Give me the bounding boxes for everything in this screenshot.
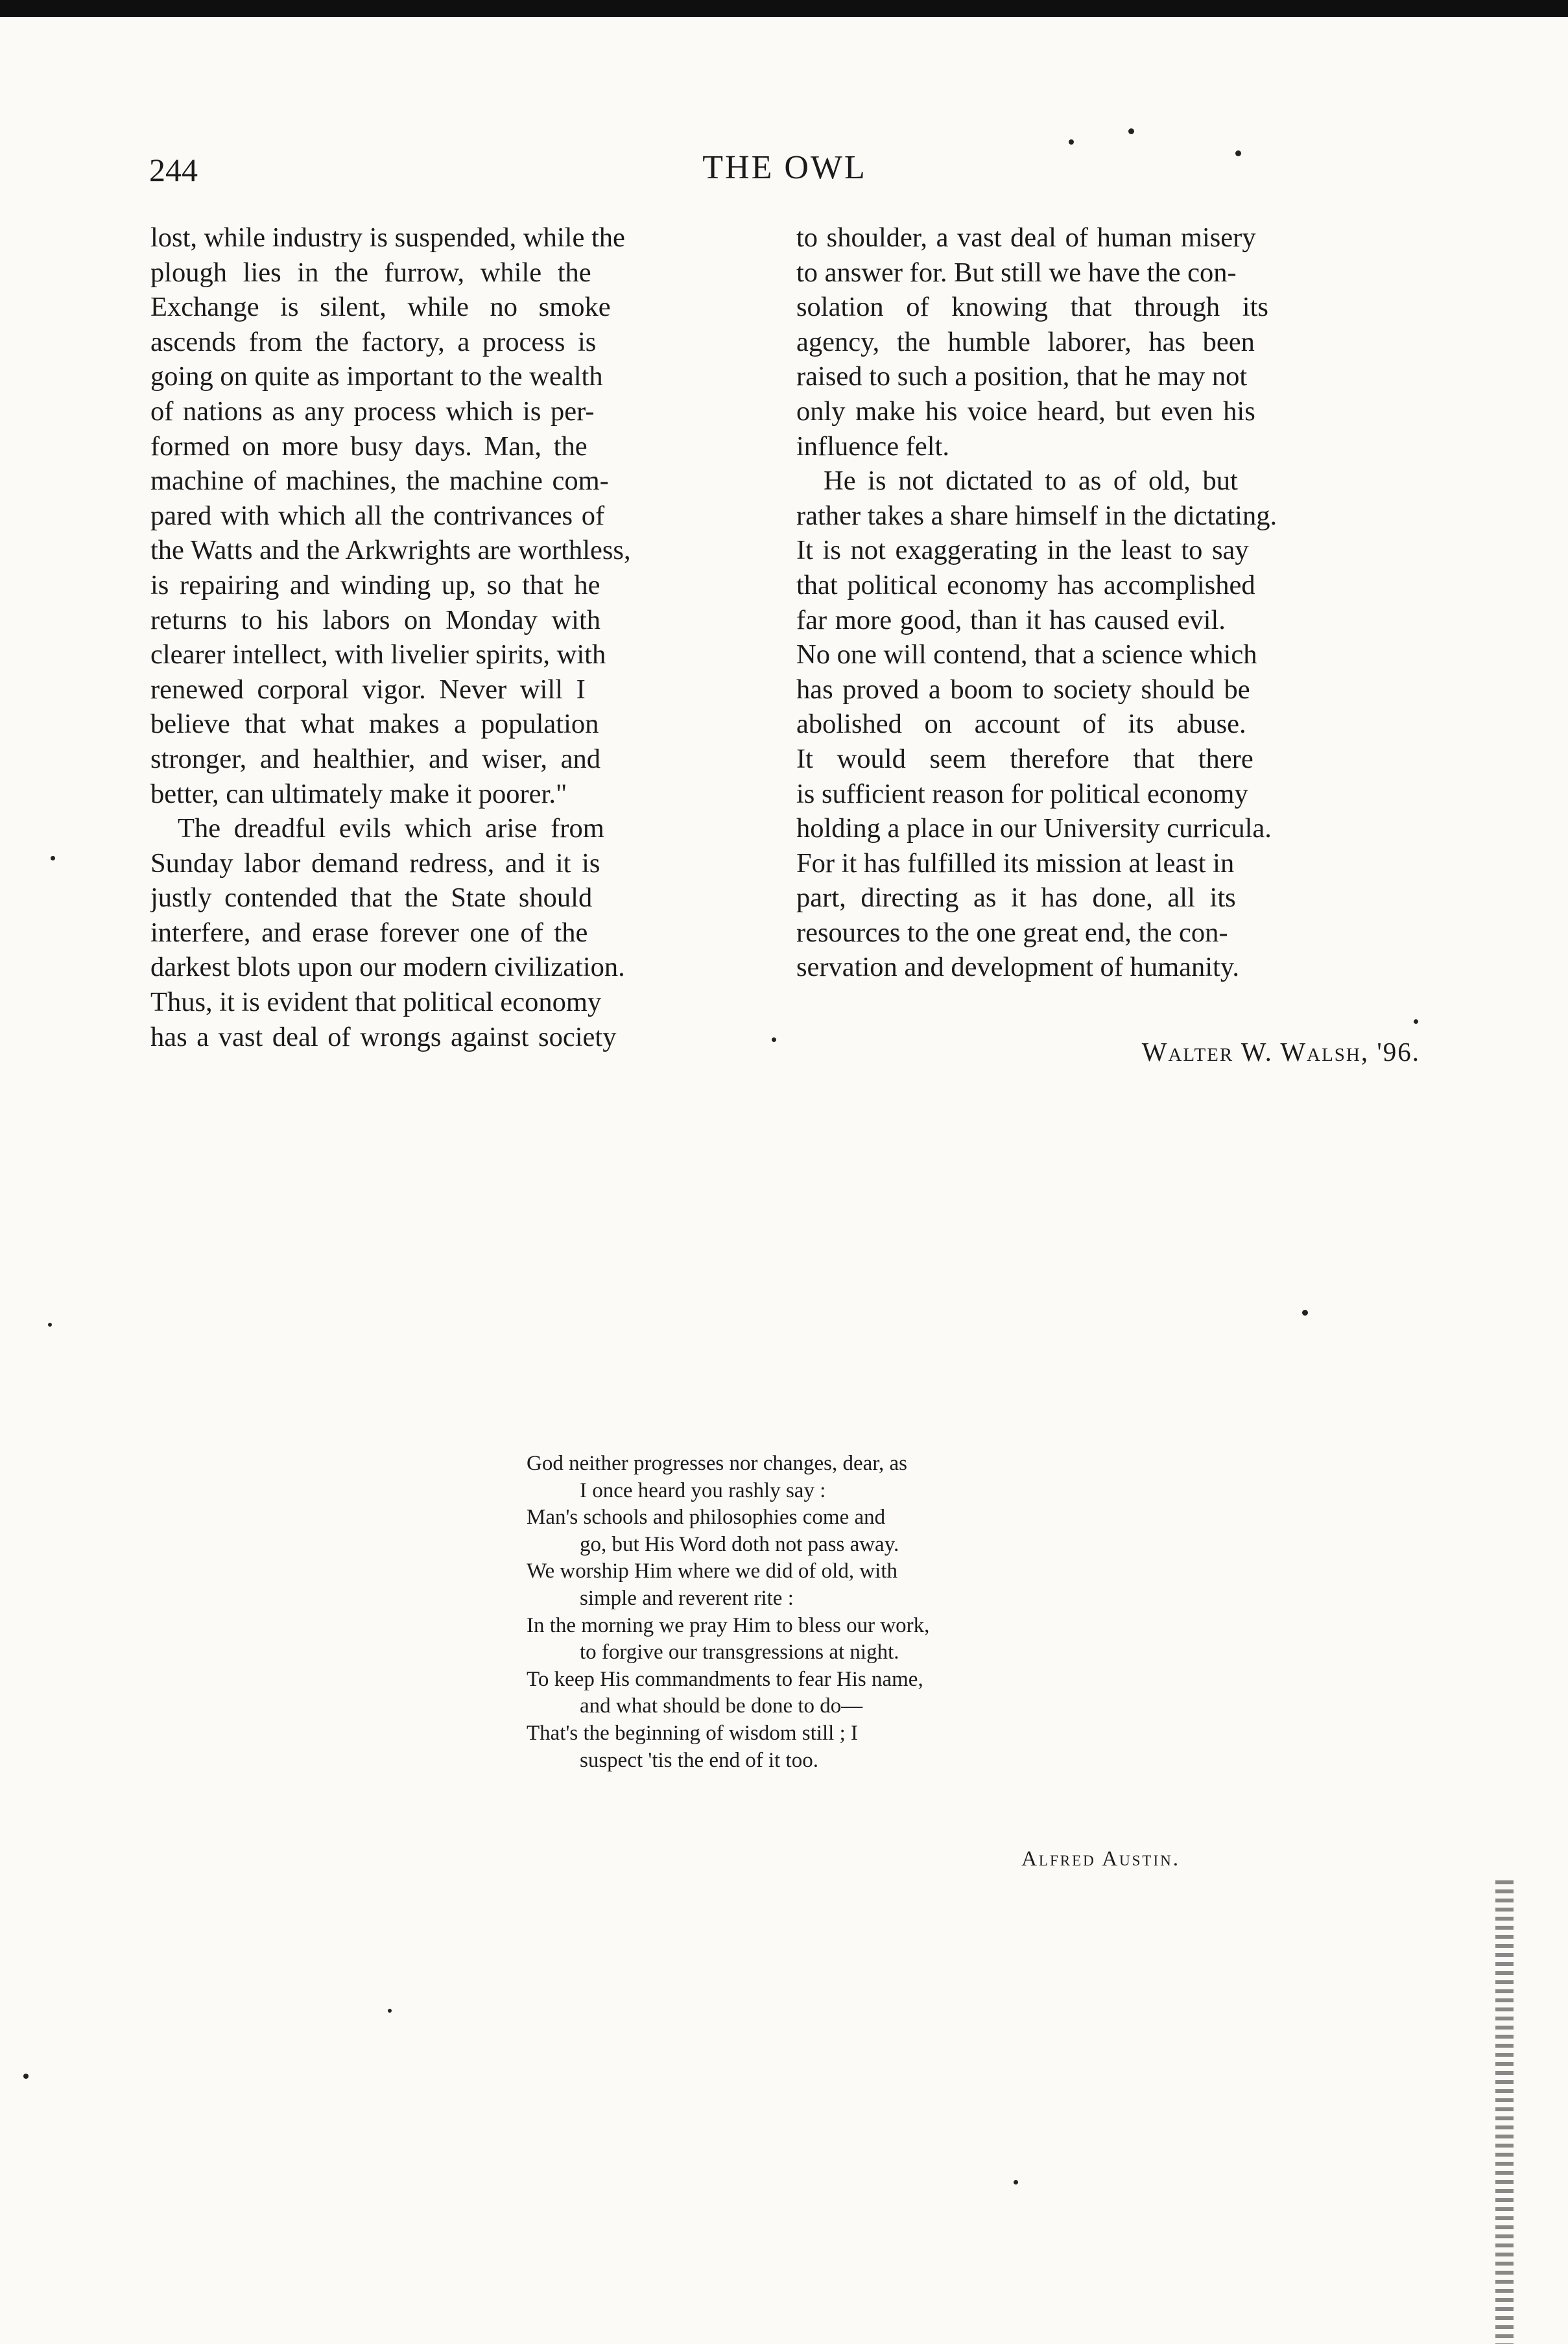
poem-line: In the morning we pray Him to bless our work, (527, 1613, 930, 1637)
text-line: resources to the one great end, the con- (796, 917, 1228, 948)
text-line: It is not exaggerating in the least to say (796, 535, 1249, 566)
text-line: Exchange is silent, while no smoke (150, 292, 611, 323)
text-line: For it has fulfilled its mission at least in (796, 847, 1235, 879)
article-left-column (150, 220, 754, 1054)
article-signature: Walter W. Walsh, '96. (1141, 1037, 1420, 1067)
text-line: agency, the humble laborer, has been (796, 326, 1255, 357)
poem-line: and what should be done to do— (580, 1694, 863, 1718)
text-line: interfere, and erase forever one of the (150, 917, 588, 948)
poem-author: Alfred Austin. (1021, 1847, 1180, 1871)
poem-line: Man's schools and philosophies come and (527, 1506, 886, 1530)
text-line: holding a place in our University curricula. (796, 813, 1272, 844)
text-line: has a vast deal of wrongs against society (150, 1021, 617, 1052)
text-line: renewed corporal vigor. Never will I (150, 674, 586, 705)
poem-line: I once heard you rashly say : (580, 1478, 826, 1502)
poem-line: go, but His Word doth not pass away. (580, 1532, 899, 1556)
text-line: only make his voice heard, but even his (796, 396, 1255, 427)
text-line: going on quite as important to the wealth (150, 361, 603, 392)
scan-speck (1235, 150, 1241, 156)
scan-top-border (0, 0, 1568, 17)
text-line: to shoulder, a vast deal of human misery (796, 222, 1256, 253)
text-line: rather takes a share himself in the dictating. (796, 500, 1277, 531)
scan-speck (51, 856, 55, 860)
text-line: influence felt. (796, 431, 949, 462)
text-line: darkest blots upon our modern civilization. (150, 952, 625, 983)
text-line: plough lies in the furrow, while the (150, 257, 591, 288)
scan-speck (1302, 1310, 1308, 1316)
text-line: is repairing and winding up, so that he (150, 569, 600, 600)
text-line: abolished on account of its abuse. (796, 709, 1246, 740)
text-line: raised to such a position, that he may not (796, 361, 1248, 392)
poem-line: to forgive our transgressions at night. (580, 1640, 899, 1664)
poem-line: suspect 'tis the end of it too. (580, 1748, 818, 1772)
text-line: part, directing as it has done, all its (796, 882, 1236, 914)
text-line: of nations as any process which is per- (150, 396, 595, 427)
article-right-column (796, 220, 1406, 985)
scan-edge-artifact (1495, 1880, 1514, 2344)
text-line: that political economy has accomplished (796, 569, 1255, 600)
text-line: No one will contend, that a science which (796, 639, 1257, 670)
running-head: THE OWL (702, 149, 867, 186)
text-line: stronger, and healthier, and wiser, and (150, 743, 600, 774)
text-line: servation and development of humanity. (796, 952, 1239, 983)
poem-line: simple and reverent rite : (580, 1586, 794, 1610)
scan-speck (772, 1037, 776, 1042)
poem-line: We worship Him where we did of old, with (527, 1559, 897, 1583)
text-line: the Watts and the Arkwrights are worthless, (150, 535, 631, 566)
text-line: Sunday labor demand redress, and it is (150, 847, 600, 879)
text-line: clearer intellect, with livelier spirits, with (150, 639, 606, 670)
text-line: pared with which all the contrivances of (150, 500, 605, 531)
scan-speck (388, 2009, 392, 2013)
text-line: machine of machines, the machine com- (150, 466, 609, 497)
poem-line: That's the beginning of wisdom still ; I (527, 1721, 858, 1745)
text-line: returns to his labors on Monday with (150, 604, 600, 635)
text-line: believe that what makes a population (150, 709, 599, 740)
text-line: ascends from the factory, a process is (150, 326, 597, 357)
scan-speck (1014, 2180, 1018, 2184)
text-line: He is not dictated to as of old, but (824, 466, 1238, 497)
text-line: formed on more busy days. Man, the (150, 431, 588, 462)
poem-line: To keep His commandments to fear His name, (527, 1667, 923, 1691)
scan-speck (48, 1323, 52, 1327)
text-line: has proved a boom to society should be (796, 674, 1250, 705)
text-line: justly contended that the State should (150, 882, 593, 914)
page-number: 244 (149, 152, 198, 188)
scan-speck (1414, 1019, 1418, 1024)
text-line: The dreadful evils which arise from (178, 813, 604, 844)
text-line: far more good, than it has caused evil. (796, 604, 1226, 635)
scan-speck (23, 2074, 29, 2079)
text-line: better, can ultimately make it poorer." (150, 778, 567, 809)
text-line: to answer for. But still we have the con- (796, 257, 1237, 288)
text-line: Thus, it is evident that political economy (150, 987, 602, 1018)
text-line: It would seem therefore that there (796, 743, 1253, 774)
text-line: is sufficient reason for political economy (796, 778, 1248, 809)
poem-line: God neither progresses nor changes, dear, as (527, 1452, 907, 1475)
text-line: solation of knowing that through its (796, 292, 1268, 323)
scan-speck (1128, 128, 1134, 134)
scan-speck (1069, 139, 1074, 145)
poem (527, 1450, 1130, 1774)
text-line: lost, while industry is suspended, while the (150, 222, 625, 253)
